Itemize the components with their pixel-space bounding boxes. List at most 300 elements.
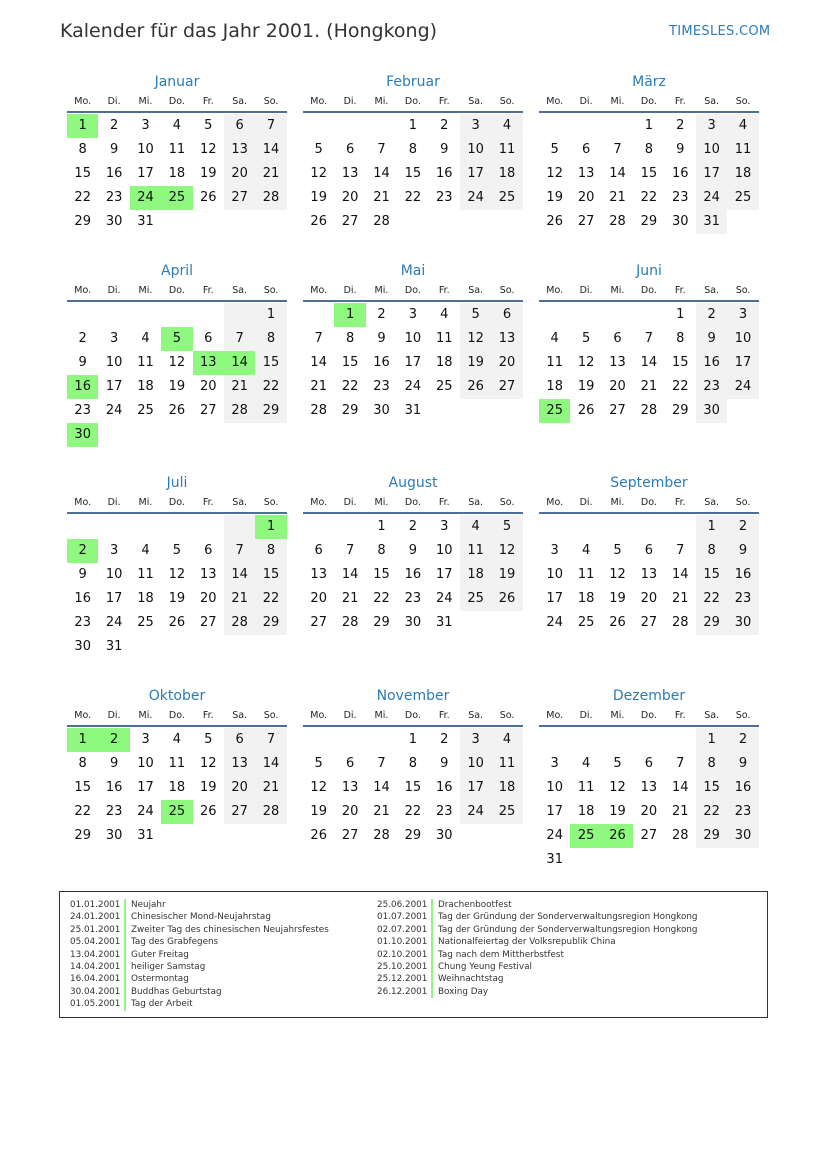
- holiday-date: 01.05.2001: [70, 998, 126, 1010]
- day-cell: 23: [373, 379, 390, 394]
- weekday-label: Sa.: [232, 497, 248, 508]
- empty-cell: [570, 515, 601, 539]
- day-cell: 28: [255, 186, 286, 210]
- empty-cell: [665, 515, 696, 539]
- month-name: September: [610, 475, 688, 491]
- day-cell: 25: [460, 587, 491, 611]
- day-cell: 13: [193, 351, 224, 375]
- day-cell: 22: [404, 804, 422, 819]
- holiday-entry: [70, 924, 329, 936]
- month-name: Juli: [166, 475, 188, 491]
- day-cell: 2: [696, 303, 727, 327]
- day-cell: 20: [577, 190, 595, 205]
- holiday-entry: [70, 936, 329, 948]
- day-cell: 5: [204, 732, 213, 747]
- day-cell: 23: [727, 800, 758, 824]
- holiday-list-left: [70, 899, 329, 1011]
- weekday-label: Sa.: [704, 497, 720, 508]
- day-cell: 9: [109, 756, 119, 771]
- day-cell: 6: [224, 728, 255, 752]
- day-cell: 16: [67, 375, 98, 399]
- day-cell: 26: [310, 214, 327, 229]
- day-cell: 27: [199, 615, 217, 630]
- day-cell: 21: [373, 190, 390, 205]
- weekday-label: Mi.: [610, 285, 625, 296]
- empty-cell: [161, 210, 192, 234]
- week-row: [303, 728, 523, 752]
- empty-cell: [429, 399, 460, 423]
- day-cell: 19: [310, 190, 327, 205]
- empty-cell: [727, 848, 758, 872]
- day-cell: 3: [408, 307, 417, 322]
- holiday-name: Tag der Arbeit: [131, 999, 193, 1010]
- day-cell: 28: [341, 615, 359, 630]
- day-cell: 31: [435, 615, 453, 630]
- day-cell: 2: [67, 539, 98, 563]
- empty-cell: [255, 423, 286, 447]
- weekday-label: So.: [499, 285, 515, 296]
- day-cell: 4: [440, 307, 449, 322]
- day-cell: 18: [546, 379, 563, 394]
- weekday-label: Di.: [579, 96, 593, 107]
- day-cell: 10: [435, 543, 453, 558]
- day-cell: 23: [671, 190, 689, 205]
- day-cell: 19: [168, 379, 186, 394]
- day-cell: 10: [696, 138, 727, 162]
- day-cell: 1: [67, 728, 98, 752]
- day-cell: 11: [168, 756, 186, 771]
- day-cell: 26: [460, 375, 491, 399]
- holiday-date: 01.07.2001: [377, 911, 433, 923]
- day-cell: 2: [440, 732, 449, 747]
- week-row: [539, 539, 759, 563]
- day-cell: 5: [204, 118, 213, 133]
- weekday-label: Di.: [343, 710, 357, 721]
- week-row: [303, 776, 523, 800]
- day-cell: 28: [224, 611, 255, 635]
- weekday-label: Di.: [107, 285, 121, 296]
- month-11: [303, 687, 523, 848]
- day-cell: 12: [199, 756, 217, 771]
- day-cell: 17: [137, 780, 154, 795]
- weekday-label: Mi.: [374, 96, 389, 107]
- day-cell: 8: [255, 539, 286, 563]
- day-cell: 20: [640, 591, 658, 606]
- day-cell: 4: [460, 515, 491, 539]
- weekday-label: Do.: [640, 497, 657, 508]
- empty-cell: [633, 728, 664, 752]
- empty-cell: [224, 210, 255, 234]
- day-cell: 28: [373, 214, 390, 229]
- day-cell: 3: [550, 543, 559, 558]
- holiday-entry: [377, 949, 698, 961]
- day-cell: 15: [255, 563, 286, 587]
- day-cell: 4: [581, 543, 591, 558]
- holiday-date: 25.12.2001: [377, 973, 433, 985]
- day-cell: 11: [435, 331, 453, 346]
- week-row: [303, 539, 523, 563]
- weekday-label: Fr.: [674, 710, 686, 721]
- empty-cell: [255, 210, 286, 234]
- month-name: April: [161, 263, 193, 279]
- day-cell: 5: [613, 543, 622, 558]
- day-cell: 23: [435, 804, 453, 819]
- week-row: [539, 800, 759, 824]
- weekday-header: [67, 710, 287, 727]
- day-cell: 1: [255, 515, 286, 539]
- day-cell: 15: [404, 166, 422, 181]
- weekday-label: Di.: [343, 497, 357, 508]
- week-row: [303, 138, 523, 162]
- day-cell: 24: [130, 186, 161, 210]
- week-row: [67, 303, 287, 327]
- holiday-name: Neujahr: [131, 900, 166, 910]
- day-cell: 25: [577, 615, 595, 630]
- day-cell: 13: [640, 780, 658, 795]
- holiday-date: 05.04.2001: [70, 936, 126, 948]
- week-row: [539, 138, 759, 162]
- day-cell: 21: [671, 591, 689, 606]
- day-cell: 9: [78, 355, 87, 370]
- day-cell: 26: [491, 587, 522, 611]
- holiday-date: 14.04.2001: [70, 961, 126, 973]
- day-cell: 13: [609, 355, 626, 370]
- day-cell: 2: [727, 515, 758, 539]
- empty-cell: [303, 515, 334, 539]
- empty-cell: [633, 848, 664, 872]
- day-cell: 11: [137, 355, 154, 370]
- day-cell: 17: [404, 355, 422, 370]
- day-cell: 20: [310, 591, 327, 606]
- day-cell: 19: [577, 379, 595, 394]
- day-cell: 8: [408, 142, 417, 157]
- weekday-label: Do.: [640, 710, 657, 721]
- month-name: Oktober: [148, 688, 206, 704]
- day-cell: 23: [105, 190, 123, 205]
- weekday-label: Di.: [579, 497, 593, 508]
- day-cell: 18: [727, 162, 758, 186]
- day-cell: 2: [109, 118, 119, 133]
- day-cell: 29: [373, 615, 390, 630]
- day-cell: 13: [640, 567, 658, 582]
- day-cell: 29: [696, 824, 727, 848]
- day-cell: 18: [577, 804, 595, 819]
- day-cell: 4: [141, 543, 150, 558]
- day-cell: 15: [640, 166, 658, 181]
- day-cell: 21: [310, 379, 327, 394]
- weekday-label: Fr.: [202, 710, 214, 721]
- holiday-date: 25.10.2001: [377, 961, 433, 973]
- empty-cell: [665, 728, 696, 752]
- week-row: [539, 351, 759, 375]
- month-8: [303, 474, 523, 635]
- holiday-entry: [377, 986, 698, 998]
- holiday-entry: [377, 973, 698, 985]
- day-cell: 23: [74, 403, 91, 418]
- day-cell: 18: [168, 166, 186, 181]
- empty-cell: [224, 515, 255, 539]
- day-cell: 12: [460, 327, 491, 351]
- month-9: [539, 474, 759, 635]
- week-row: [67, 375, 287, 399]
- day-cell: 14: [224, 563, 255, 587]
- day-cell: 19: [199, 166, 217, 181]
- holiday-name: heiliger Samstag: [131, 961, 206, 972]
- day-cell: 12: [310, 166, 327, 181]
- day-cell: 23: [696, 375, 727, 399]
- day-cell: 3: [109, 331, 119, 346]
- week-row: [67, 186, 287, 210]
- day-cell: 22: [373, 591, 390, 606]
- day-cell: 31: [105, 639, 123, 654]
- weekday-label: Fr.: [438, 285, 450, 296]
- day-cell: 16: [671, 166, 689, 181]
- week-row: [67, 114, 287, 138]
- day-cell: 14: [373, 780, 390, 795]
- holiday-name: Chinesischer Mond-Neujahrstag: [131, 912, 271, 923]
- day-cell: 9: [676, 142, 685, 157]
- week-row: [539, 303, 759, 327]
- day-cell: 5: [172, 543, 181, 558]
- month-name: Mai: [400, 263, 426, 279]
- day-cell: 4: [172, 732, 181, 747]
- day-cell: 19: [310, 804, 327, 819]
- day-cell: 1: [408, 732, 417, 747]
- day-cell: 27: [224, 800, 255, 824]
- week-row: [303, 515, 523, 539]
- day-cell: 7: [676, 756, 685, 771]
- month-10: [67, 687, 287, 848]
- day-cell: 8: [696, 752, 727, 776]
- day-cell: 3: [727, 303, 758, 327]
- day-cell: 10: [546, 567, 563, 582]
- month-name: Februar: [386, 74, 440, 90]
- day-cell: 31: [546, 852, 563, 867]
- weekday-label: Mo.: [310, 96, 328, 107]
- day-cell: 25: [491, 186, 522, 210]
- day-cell: 6: [345, 142, 355, 157]
- weekday-header: [539, 285, 759, 302]
- weekday-label: Mo.: [546, 96, 564, 107]
- day-cell: 11: [491, 752, 522, 776]
- day-cell: 27: [640, 615, 658, 630]
- day-cell: 30: [67, 423, 98, 447]
- day-cell: 7: [224, 327, 255, 351]
- day-cell: 27: [199, 403, 217, 418]
- day-cell: 25: [491, 800, 522, 824]
- day-cell: 16: [74, 591, 91, 606]
- day-cell: 30: [671, 214, 689, 229]
- holiday-name: Drachenbootfest: [438, 900, 512, 910]
- holiday-name: Tag des Grabfegens: [131, 937, 219, 948]
- weekday-label: So.: [499, 96, 515, 107]
- empty-cell: [460, 611, 491, 635]
- day-cell: 26: [577, 403, 595, 418]
- month-4: [67, 262, 287, 447]
- day-cell: 28: [255, 800, 286, 824]
- week-row: [303, 114, 523, 138]
- day-cell: 12: [168, 355, 186, 370]
- day-cell: 7: [255, 114, 286, 138]
- weekday-label: So.: [735, 710, 751, 721]
- weekday-label: So.: [263, 497, 279, 508]
- day-cell: 13: [310, 567, 327, 582]
- weekday-label: Mo.: [546, 285, 564, 296]
- day-cell: 8: [408, 756, 417, 771]
- weekday-label: Sa.: [468, 497, 484, 508]
- weekday-label: Do.: [640, 96, 657, 107]
- day-cell: 29: [404, 828, 422, 843]
- day-cell: 19: [609, 804, 626, 819]
- week-row: [303, 587, 523, 611]
- day-cell: 12: [577, 355, 595, 370]
- brand-link[interactable]: TIMESLES.COM: [669, 24, 771, 39]
- weekday-label: Fr.: [674, 96, 686, 107]
- holiday-date: 25.06.2001: [377, 899, 433, 911]
- day-cell: 6: [204, 331, 213, 346]
- day-cell: 10: [105, 567, 123, 582]
- weekday-label: Sa.: [704, 285, 720, 296]
- day-cell: 12: [199, 142, 217, 157]
- holiday-name: Boxing Day: [438, 986, 489, 997]
- holiday-date: 30.04.2001: [70, 986, 126, 998]
- day-cell: 5: [613, 756, 622, 771]
- empty-cell: [460, 824, 491, 848]
- day-cell: 19: [491, 563, 522, 587]
- day-cell: 1: [644, 118, 653, 133]
- day-cell: 17: [460, 776, 491, 800]
- day-cell: 3: [696, 114, 727, 138]
- week-row: [67, 752, 287, 776]
- empty-cell: [334, 728, 365, 752]
- day-cell: 17: [137, 166, 154, 181]
- weekday-label: Fr.: [438, 96, 450, 107]
- day-cell: 24: [727, 375, 758, 399]
- holiday-date: 02.07.2001: [377, 924, 433, 936]
- empty-cell: [98, 515, 129, 539]
- week-row: [303, 351, 523, 375]
- day-cell: 6: [314, 543, 323, 558]
- day-cell: 29: [255, 611, 286, 635]
- holiday-name: Buddhas Geburtstag: [131, 986, 222, 997]
- day-cell: 22: [74, 190, 91, 205]
- holiday-entry: [70, 949, 329, 961]
- weekday-label: Fr.: [438, 710, 450, 721]
- empty-cell: [602, 728, 633, 752]
- holiday-date: 24.01.2001: [70, 911, 126, 923]
- day-cell: 22: [404, 190, 422, 205]
- day-cell: 13: [341, 780, 359, 795]
- day-cell: 6: [345, 756, 355, 771]
- day-cell: 11: [546, 355, 563, 370]
- weekday-label: Fr.: [674, 497, 686, 508]
- empty-cell: [193, 210, 224, 234]
- day-cell: 22: [696, 800, 727, 824]
- day-cell: 18: [137, 591, 154, 606]
- day-cell: 15: [74, 780, 91, 795]
- day-cell: 9: [78, 567, 87, 582]
- week-row: [67, 351, 287, 375]
- day-cell: 5: [314, 142, 323, 157]
- day-cell: 30: [727, 824, 758, 848]
- day-cell: 28: [373, 828, 390, 843]
- day-cell: 25: [137, 615, 154, 630]
- day-cell: 4: [491, 114, 522, 138]
- week-row: [539, 563, 759, 587]
- day-cell: 3: [440, 519, 449, 534]
- empty-cell: [334, 114, 365, 138]
- weekday-label: Mo.: [74, 710, 92, 721]
- day-cell: 16: [727, 563, 758, 587]
- empty-cell: [602, 114, 633, 138]
- empty-cell: [193, 303, 224, 327]
- empty-cell: [67, 303, 98, 327]
- day-cell: 1: [676, 307, 685, 322]
- week-row: [539, 848, 759, 872]
- day-cell: 16: [696, 351, 727, 375]
- day-cell: 29: [74, 828, 91, 843]
- day-cell: 25: [161, 800, 192, 824]
- day-cell: 6: [491, 303, 522, 327]
- day-cell: 11: [168, 142, 186, 157]
- day-cell: 10: [727, 327, 758, 351]
- week-row: [539, 114, 759, 138]
- day-cell: 24: [460, 800, 491, 824]
- day-cell: 8: [345, 331, 355, 346]
- day-cell: 23: [404, 591, 422, 606]
- day-cell: 18: [460, 563, 491, 587]
- day-cell: 30: [435, 828, 453, 843]
- day-cell: 16: [727, 776, 758, 800]
- weekday-label: Do.: [168, 710, 185, 721]
- day-cell: 5: [460, 303, 491, 327]
- day-cell: 30: [373, 403, 390, 418]
- day-cell: 15: [373, 567, 390, 582]
- month-12: [539, 687, 759, 872]
- day-cell: 1: [696, 728, 727, 752]
- day-cell: 10: [460, 138, 491, 162]
- holiday-date: 25.01.2001: [70, 924, 126, 936]
- day-cell: 18: [137, 379, 154, 394]
- day-cell: 19: [609, 591, 626, 606]
- day-cell: 25: [539, 399, 570, 423]
- holiday-name: Chung Yeung Festival: [438, 961, 532, 972]
- weekday-label: Di.: [107, 710, 121, 721]
- day-cell: 29: [696, 611, 727, 635]
- day-cell: 22: [255, 587, 286, 611]
- empty-cell: [570, 728, 601, 752]
- day-cell: 8: [78, 756, 87, 771]
- month-1: [67, 73, 287, 234]
- day-cell: 9: [696, 327, 727, 351]
- weekday-header: [67, 497, 287, 514]
- week-row: [303, 752, 523, 776]
- weekday-label: Mi.: [138, 285, 153, 296]
- day-cell: 30: [105, 214, 123, 229]
- week-row: [303, 303, 523, 327]
- day-cell: 19: [199, 780, 217, 795]
- weekday-label: So.: [499, 710, 515, 721]
- day-cell: 2: [98, 728, 129, 752]
- weekday-label: Mo.: [546, 710, 564, 721]
- holiday-date: 02.10.2001: [377, 949, 433, 961]
- empty-cell: [224, 303, 255, 327]
- day-cell: 2: [676, 118, 685, 133]
- day-cell: 10: [546, 780, 563, 795]
- week-row: [303, 563, 523, 587]
- weekday-label: Sa.: [468, 96, 484, 107]
- day-cell: 16: [404, 567, 422, 582]
